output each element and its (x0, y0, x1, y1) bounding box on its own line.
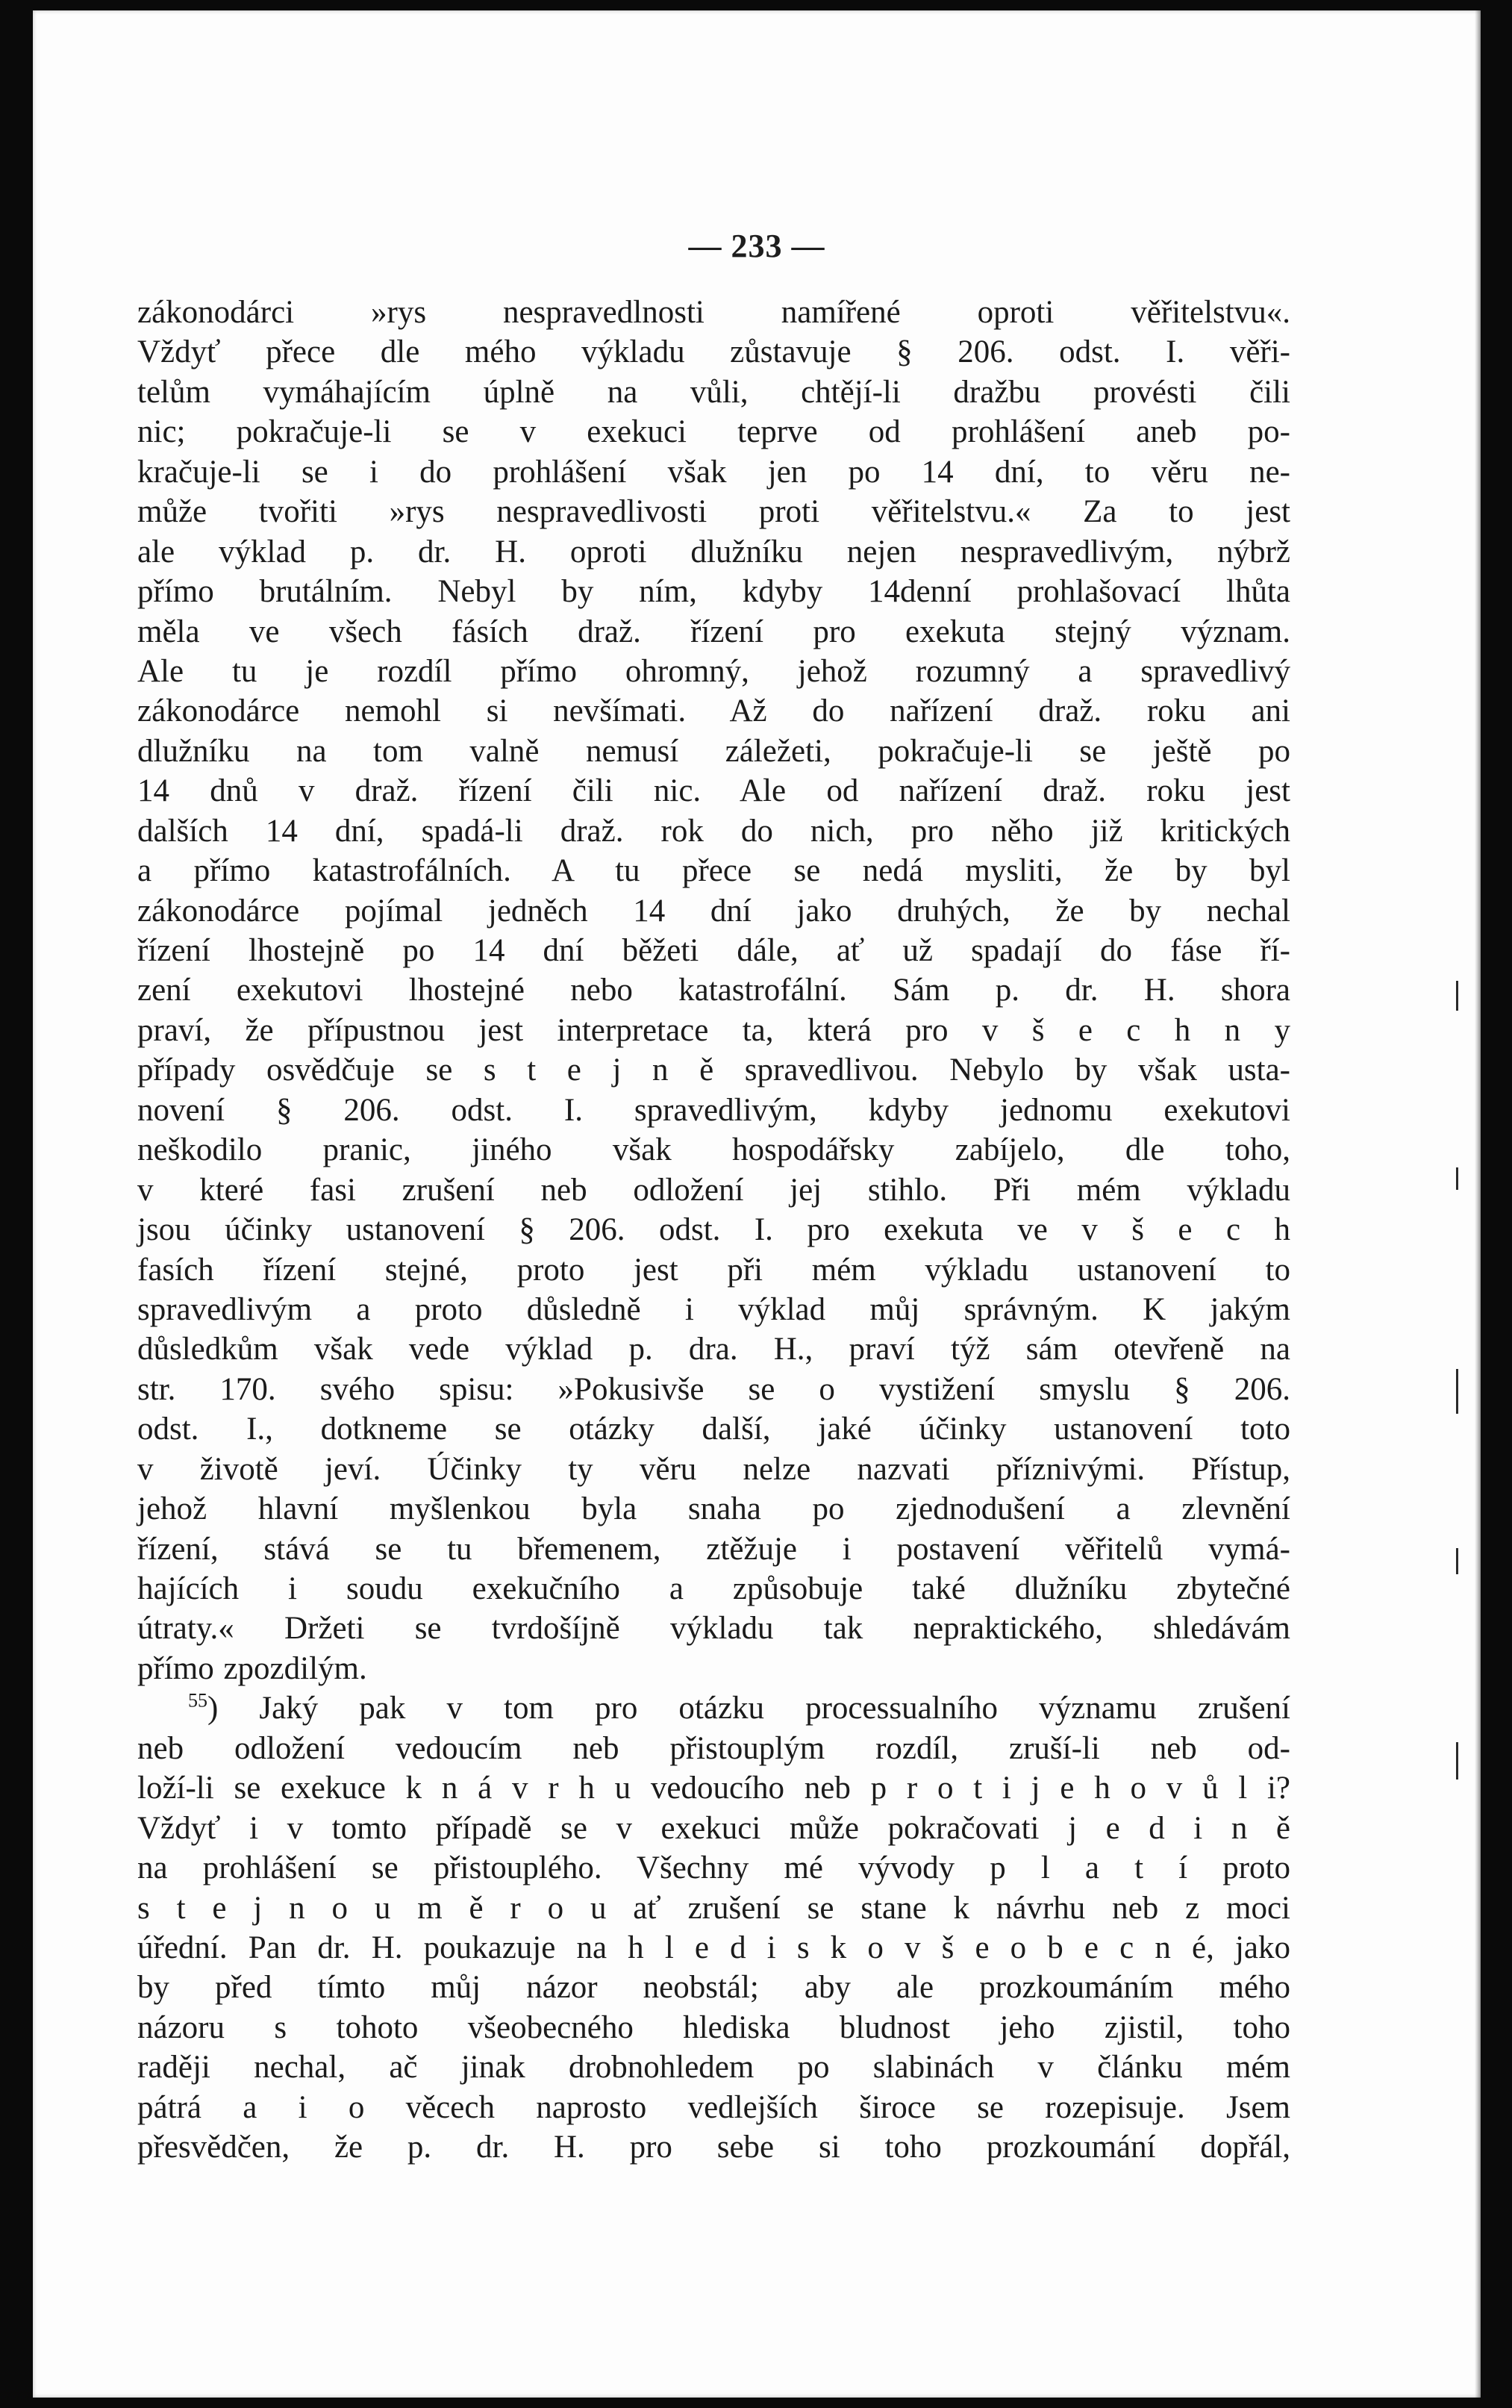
text-line: neškodilo pranic, jiného však hospodářsky zabíjelo, dle toho, (137, 1132, 1290, 1168)
text-line: Vždyť přece dle mého výkladu zůstavuje § 206. odst. I. věři- (137, 334, 1290, 370)
edge-tick (1456, 1742, 1458, 1780)
footnote-line: úřední. Pan dr. H. poukazuje na h l e d i s k o v š e o b e c n é, jako (137, 1930, 1290, 1965)
footnote-line: pátrá a i o věcech naprosto vedlejších široce se rozepisuje. Jsem (137, 2089, 1290, 2125)
text-line: novení § 206. odst. I. spravedlivým, kdyby jednomu exekutovi (137, 1092, 1290, 1128)
edge-tick (1456, 1167, 1458, 1190)
footnote-line: loží-li se exekuce k n á v r h u vedoucího neb p r o t i j e h o v ů l i? (137, 1771, 1290, 1806)
text-line: zákonodárci »rys nespravedlnosti namířené oproti věřitelstvu«. (137, 295, 1290, 330)
text-line: dlužníku na tom valně nemusí záležeti, pokračuje-li se ještě po (137, 733, 1290, 769)
footnote-line: raději nechal, ač jinak drobnohledem po slabinách v článku mém (137, 2050, 1290, 2086)
text-line: dalších 14 dní, spadá-li draž. rok do nich, pro něho již kritických (137, 813, 1290, 849)
text-line: a přímo katastrofálních. A tu přece se nedá mysliti, že by byl (137, 853, 1290, 889)
footnote-line: neb odložení vedoucím neb přistouplým rozdíl, zruší-li neb od- (137, 1730, 1290, 1766)
text-line: může tvořiti »rys nespravedlivosti proti věřitelstvu.« Za to jest (137, 494, 1290, 530)
text-line: důsledkům však vede výklad p. dra. H., praví týž sám otevřeně na (137, 1332, 1290, 1367)
text-line: ale výklad p. dr. H. oproti dlužníku nejen nespravedlivým, nýbrž (137, 534, 1290, 570)
body-text (137, 293, 1290, 2168)
text-line: řízení, stává se tu břemenem, ztěžuje i postavení věřitelů vymá- (137, 1531, 1290, 1567)
text-line: v životě jeví. Účinky ty věru nelze nazvati příznivými. Přístup, (137, 1451, 1290, 1487)
footnote-line: přesvědčen, že p. dr. H. pro sebe si toho prozkoumání dopřál, (137, 2130, 1290, 2165)
text-line: hajících i soudu exekučního a způsobuje také dlužníku zbytečné (137, 1571, 1290, 1606)
text-line: zení exekutovi lhostejné nebo katastrofální. Sám p. dr. H. shora (137, 973, 1290, 1008)
text-line: odst. I., dotkneme se otázky další, jaké účinky ustanovení toto (137, 1412, 1290, 1447)
page-edge-shadow (1475, 10, 1481, 2398)
footnote-line: Vždyť i v tomto případě se v exekuci může pokračovati j e d i n ě (137, 1810, 1290, 1846)
page-number: — 233 — (688, 228, 825, 264)
footnote-line: s t e j n o u m ě r o u ať zrušení se stane k návrhu neb z moci (137, 1890, 1290, 1926)
text-line: jehož hlavní myšlenkou byla snaha po zjednodušení a zlevnění (137, 1491, 1290, 1527)
text-line: jsou účinky ustanovení § 206. odst. I. pro exekuta ve v š e c h (137, 1212, 1290, 1248)
text-line: měla ve všech fásích draž. řízení pro exekuta stejný význam. (137, 614, 1290, 649)
book-page (33, 10, 1481, 2398)
footnote-first-text: ) Jaký pak v tom pro otázku processualního významu zrušení (207, 1691, 1290, 1727)
text-line: telům vymáhajícím úplně na vůli, chtějí-li dražbu provésti čili (137, 374, 1290, 410)
text-line: v které fasi zrušení neb odložení jej stihlo. Při mém výkladu (137, 1172, 1290, 1208)
page-edge-marks (1455, 981, 1458, 1877)
text-line: fasích řízení stejné, proto jest při mém výkladu ustanovení to (137, 1252, 1290, 1288)
text-line: případy osvědčuje se s t e j n ě spravedlivou. Nebylo by však usta- (137, 1052, 1290, 1088)
edge-tick (1456, 1369, 1458, 1414)
footnote-first-line (137, 1688, 1290, 1728)
text-line: zákonodárce nemohl si nevšímati. Až do nařízení draž. roku ani (137, 693, 1290, 729)
text-line: přímo brutálním. Nebyl by ním, kdyby 14denní prohlašovací lhůta (137, 574, 1290, 610)
text-line: 14 dnů v draž. řízení čili nic. Ale od nařízení draž. roku jest (137, 773, 1290, 809)
text-line: spravedlivým a proto důsledně i výklad můj správným. K jakým (137, 1291, 1290, 1327)
text-line: zákonodárce pojímal jedněch 14 dní jako druhých, že by nechal (137, 893, 1290, 929)
text-line: útraty.« Držeti se tvrdošíjně výkladu tak nepraktického, shledávám (137, 1611, 1290, 1647)
text-line: kračuje-li se i do prohlášení však jen po 14 dní, to věru ne- (137, 454, 1290, 490)
footnote-mark: 55 (188, 1689, 207, 1712)
edge-tick (1456, 981, 1458, 1011)
edge-tick (1456, 1548, 1458, 1574)
text-line: str. 170. svého spisu: »Pokusivše se o vystižení smyslu § 206. (137, 1371, 1290, 1407)
footnote-line: na prohlášení se přistouplého. Všechny mé vývody p l a t í proto (137, 1850, 1290, 1886)
text-line: řízení lhostejně po 14 dní běžeti dále, ať už spadají do fáse ří- (137, 933, 1290, 968)
footnote-line: názoru s tohoto všeobecného hlediska bludnost jeho zjistil, toho (137, 2009, 1290, 2045)
text-line: Ale tu je rozdíl přímo ohromný, jehož rozumný a spravedlivý (137, 653, 1290, 689)
text-line: praví, že přípustnou jest interpretace ta, která pro v š e c h n y (137, 1012, 1290, 1048)
text-line: nic; pokračuje-li se v exekuci teprve od prohlášení aneb po- (137, 414, 1290, 450)
text-line: přímo zpozdilým. (137, 1650, 367, 1686)
footnote-line: by před tímto můj názor neobstál; aby ale prozkoumáním mého (137, 1970, 1290, 2006)
